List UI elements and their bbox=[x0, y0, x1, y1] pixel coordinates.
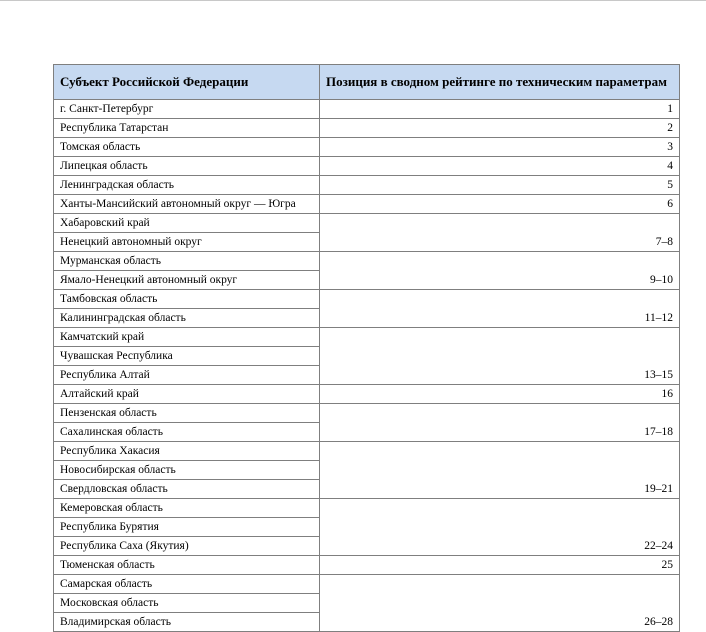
rating-table bbox=[53, 64, 680, 632]
region-cell: Липецкая область bbox=[54, 157, 320, 176]
region-cell: Тюменская область bbox=[54, 556, 320, 575]
table-row bbox=[54, 499, 680, 518]
region-cell: Калининградская область bbox=[54, 309, 320, 328]
region-cell: Сахалинская область bbox=[54, 423, 320, 442]
table-header-row bbox=[54, 65, 680, 100]
position-cell: 13–15 bbox=[320, 328, 680, 385]
region-cell: Кемеровская область bbox=[54, 499, 320, 518]
table-row bbox=[54, 385, 680, 404]
page-top-border bbox=[0, 0, 706, 1]
table-row bbox=[54, 214, 680, 233]
position-cell: 26–28 bbox=[320, 575, 680, 632]
region-cell: Пензенская область bbox=[54, 404, 320, 423]
region-cell: Новосибирская область bbox=[54, 461, 320, 480]
region-cell: Ненецкий автономный округ bbox=[54, 233, 320, 252]
table-row bbox=[54, 404, 680, 423]
position-cell: 11–12 bbox=[320, 290, 680, 328]
position-cell: 22–24 bbox=[320, 499, 680, 556]
region-cell: Республика Татарстан bbox=[54, 119, 320, 138]
region-cell: Московская область bbox=[54, 594, 320, 613]
region-cell: Тамбовская область bbox=[54, 290, 320, 309]
table-row bbox=[54, 290, 680, 309]
position-cell: 16 bbox=[320, 385, 680, 404]
table-row bbox=[54, 442, 680, 461]
table-row bbox=[54, 157, 680, 176]
region-cell: Ленинградская область bbox=[54, 176, 320, 195]
region-cell: Республика Алтай bbox=[54, 366, 320, 385]
region-cell: Республика Саха (Якутия) bbox=[54, 537, 320, 556]
region-cell: Свердловская область bbox=[54, 480, 320, 499]
position-cell: 9–10 bbox=[320, 252, 680, 290]
position-cell: 4 bbox=[320, 157, 680, 176]
region-cell: Республика Бурятия bbox=[54, 518, 320, 537]
region-cell: Чувашская Республика bbox=[54, 347, 320, 366]
region-cell: Республика Хакасия bbox=[54, 442, 320, 461]
position-cell: 17–18 bbox=[320, 404, 680, 442]
region-cell: Хабаровский край bbox=[54, 214, 320, 233]
table-row bbox=[54, 328, 680, 347]
position-cell: 7–8 bbox=[320, 214, 680, 252]
table-row bbox=[54, 575, 680, 594]
region-cell: Самарская область bbox=[54, 575, 320, 594]
table-row bbox=[54, 195, 680, 214]
position-cell: 2 bbox=[320, 119, 680, 138]
table-row bbox=[54, 138, 680, 157]
position-cell: 5 bbox=[320, 176, 680, 195]
table-row bbox=[54, 100, 680, 119]
column-header-position: Позиция в сводном рейтинге по техническим параметрам bbox=[320, 65, 680, 100]
region-cell: Ханты-Мансийский автономный округ — Югра bbox=[54, 195, 320, 214]
position-cell: 6 bbox=[320, 195, 680, 214]
table-row bbox=[54, 556, 680, 575]
table-body bbox=[54, 100, 680, 632]
position-cell: 25 bbox=[320, 556, 680, 575]
table-row bbox=[54, 252, 680, 271]
position-cell: 3 bbox=[320, 138, 680, 157]
region-cell: Алтайский край bbox=[54, 385, 320, 404]
region-cell: Ямало-Ненецкий автономный округ bbox=[54, 271, 320, 290]
table-row bbox=[54, 119, 680, 138]
position-cell: 1 bbox=[320, 100, 680, 119]
column-header-region: Субъект Российской Федерации bbox=[54, 65, 320, 100]
region-cell: г. Санкт-Петербург bbox=[54, 100, 320, 119]
region-cell: Камчатский край bbox=[54, 328, 320, 347]
region-cell: Владимирская область bbox=[54, 613, 320, 632]
region-cell: Мурманская область bbox=[54, 252, 320, 271]
position-cell: 19–21 bbox=[320, 442, 680, 499]
region-cell: Томская область bbox=[54, 138, 320, 157]
table-row bbox=[54, 176, 680, 195]
